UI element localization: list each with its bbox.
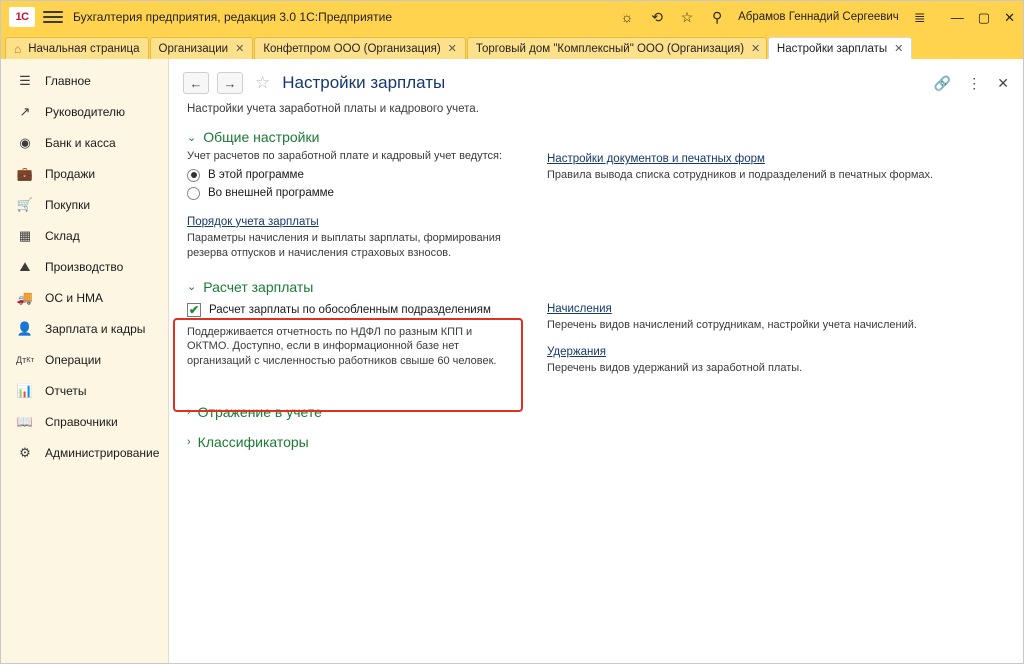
link-documents-print-forms[interactable]: Настройки документов и печатных форм [547, 153, 765, 165]
tab-label: Настройки зарплаты [776, 42, 888, 55]
chevron-right-icon: › [187, 406, 191, 419]
tab-close-icon[interactable]: ✕ [751, 43, 761, 55]
link-deductions-note: Перечень видов удержаний из заработной платы. [547, 362, 803, 375]
star-icon[interactable]: ☆ [680, 8, 694, 25]
sidebar-item-fixed-assets[interactable] [1, 282, 168, 313]
sidebar-item-production[interactable] [1, 251, 168, 282]
tab-salary-settings[interactable] [768, 37, 912, 59]
gear-icon: ⚙ [19, 444, 31, 460]
sidebar-item-warehouse[interactable] [1, 220, 168, 251]
sidebar-item-bank-cash[interactable] [1, 127, 168, 158]
sidebar-item-manager[interactable] [1, 96, 168, 127]
sidebar-item-administration[interactable] [1, 437, 168, 468]
sidebar-item-label: ОС и НМА [45, 290, 104, 305]
tab-torgovy-dom[interactable] [467, 37, 767, 59]
history-icon[interactable]: ⟲ [651, 8, 663, 25]
factory-icon: ⛰ [19, 258, 31, 274]
tab-label: Конфетпром ООО (Организация) [263, 42, 441, 55]
general-left-column [187, 149, 527, 261]
section-general-settings [183, 129, 1009, 261]
payroll-left-column [187, 299, 527, 377]
section-classifiers[interactable] [183, 434, 1009, 450]
sidebar-item-label: Руководителю [45, 104, 126, 119]
tab-konfetprom[interactable] [254, 37, 466, 59]
sidebar-item-main[interactable] [1, 65, 168, 96]
add-favorite-icon[interactable]: ☆ [255, 73, 271, 92]
truck-icon: 🚚 [16, 289, 34, 305]
sidebar-item-reports[interactable] [1, 375, 168, 406]
sidebar-item-label: Банк и касса [45, 135, 116, 150]
close-icon[interactable]: ✕ [997, 74, 1009, 91]
lines-icon[interactable]: ≣ [913, 8, 926, 25]
content-area [169, 59, 1023, 663]
section-accounting-reflection[interactable] [183, 404, 1009, 420]
title-bar-actions [618, 8, 1017, 26]
general-right-column [547, 149, 1009, 261]
sidebar-item-label: Покупки [45, 197, 91, 212]
link-accruals-note: Перечень видов начислений сотрудникам, настройки учета начислений. [547, 318, 917, 331]
tab-close-icon[interactable]: ✕ [447, 43, 457, 55]
sidebar-item-label: Зарплата и кадры [45, 321, 146, 336]
payroll-right-column [547, 299, 1009, 377]
sidebar-item-label: Производство [45, 259, 124, 274]
payroll-note: Поддерживается отчетность по НДФЛ по разным КПП и ОКТМО. Доступно, если в информационной базе нет организаций с численностью работников свыше 60 человек. [187, 325, 497, 368]
link-salary-accounting-order-note: Параметры начисления и выплаты зарплаты, формирования резерва отпусков и начисления страховых взносов. [187, 231, 501, 259]
general-description: Учет расчетов по заработной плате и кадровый учет ведутся: [187, 150, 503, 162]
chevron-down-icon: ⌄ [187, 131, 197, 144]
tab-bar [1, 33, 1023, 59]
tab-organizations[interactable] [150, 37, 254, 59]
radio-label: В этой программе [208, 169, 304, 182]
section-general-title: Общие настройки [203, 129, 320, 145]
bag-icon: 💼 [16, 165, 34, 181]
radio-label: Во внешней программе [208, 187, 334, 200]
chevron-right-icon: › [187, 436, 191, 449]
boxes-icon: ▦ [18, 227, 32, 243]
cart-icon: 🛒 [16, 196, 34, 212]
radio-in-external-program[interactable] [187, 187, 527, 200]
page-subtitle: Настройки учета заработной платы и кадрового учета. [187, 103, 479, 115]
minimize-button[interactable]: — [950, 9, 964, 25]
sidebar-item-salary-hr[interactable] [1, 313, 168, 344]
book-icon: 📖 [16, 413, 34, 429]
section-payroll-title: Расчет зарплаты [203, 278, 314, 295]
title-bar [1, 1, 1023, 33]
radio-icon [187, 169, 200, 182]
sidebar [1, 59, 169, 663]
sidebar-item-sales[interactable] [1, 158, 168, 189]
section-payroll-calculation [183, 279, 1009, 377]
sidebar-item-purchases[interactable] [1, 189, 168, 220]
sidebar-item-label: Отчеты [45, 383, 87, 398]
sidebar-item-catalogs[interactable] [1, 406, 168, 437]
radio-in-this-program[interactable] [187, 169, 527, 182]
sidebar-item-label: Справочники [45, 414, 118, 429]
tab-close-icon[interactable]: ✕ [235, 43, 245, 55]
coin-icon: ◉ [19, 134, 31, 150]
checkbox-label: Расчет зарплаты по обособленным подразделениям [209, 303, 491, 316]
link-salary-accounting-order[interactable]: Порядок учета зарплаты [187, 215, 319, 228]
section-general-header[interactable] [187, 129, 1009, 145]
page-title: Настройки зарплаты [282, 73, 446, 92]
sidebar-item-label: Продажи [45, 166, 96, 181]
page-header [183, 69, 1009, 97]
bell-icon[interactable]: ☼ [620, 9, 634, 25]
back-button[interactable]: ← [183, 72, 209, 94]
main-menu-icon[interactable] [43, 7, 63, 27]
person-icon: 👤 [16, 320, 34, 336]
sidebar-item-label: Главное [45, 73, 91, 88]
bars-icon: 📊 [16, 382, 34, 398]
current-user-label: Абрамов Геннадий Сергеевич [738, 11, 899, 23]
radio-icon [187, 187, 200, 200]
link-icon[interactable]: 🔗 [933, 74, 952, 91]
chart-up-icon: ↗ [19, 103, 31, 119]
sidebar-item-operations[interactable] [1, 344, 168, 375]
tab-label: Начальная страница [28, 42, 140, 55]
link-documents-print-forms-note: Правила вывода списка сотрудников и подразделений в печатных формах. [547, 169, 934, 181]
section-accounting-reflection-title: Отражение в учете [197, 404, 322, 421]
link-deductions[interactable]: Удержания [547, 346, 606, 359]
more-icon[interactable]: ⋮ [967, 74, 982, 91]
section-payroll-header[interactable] [187, 279, 1009, 295]
dt-kt-icon: Дт Кт [15, 354, 35, 365]
window-controls [951, 11, 1015, 24]
app-logo-icon: 1C [9, 7, 35, 27]
link-accruals[interactable]: Начисления [547, 302, 612, 315]
tab-close-icon[interactable]: ✕ [894, 43, 904, 55]
home-icon: ⌂ [14, 41, 22, 56]
checkbox-separate-divisions[interactable] [187, 303, 527, 317]
search-icon[interactable]: ⚲ [711, 8, 723, 25]
maximize-button[interactable]: ▢ [977, 9, 991, 25]
window-title: Бухгалтерия предприятия, редакция 3.0 1С:Предприятие [73, 10, 393, 24]
chevron-down-icon: ⌄ [187, 281, 197, 294]
sidebar-item-label: Администрирование [45, 445, 160, 460]
tab-label: Торговый дом "Комплексный" ООО (Организация) [475, 42, 745, 55]
list-icon: ☰ [19, 72, 31, 88]
tab-label: Организации [158, 42, 229, 55]
sidebar-item-label: Операции [45, 352, 102, 367]
page-header-actions [934, 75, 1009, 92]
close-button[interactable]: ✕ [1004, 9, 1015, 25]
checkbox-icon [187, 303, 201, 317]
forward-button[interactable]: → [217, 72, 243, 94]
tab-home[interactable] [5, 37, 149, 59]
window-body [1, 59, 1023, 663]
section-classifiers-title: Классификаторы [197, 434, 309, 451]
sidebar-item-label: Склад [45, 228, 80, 243]
